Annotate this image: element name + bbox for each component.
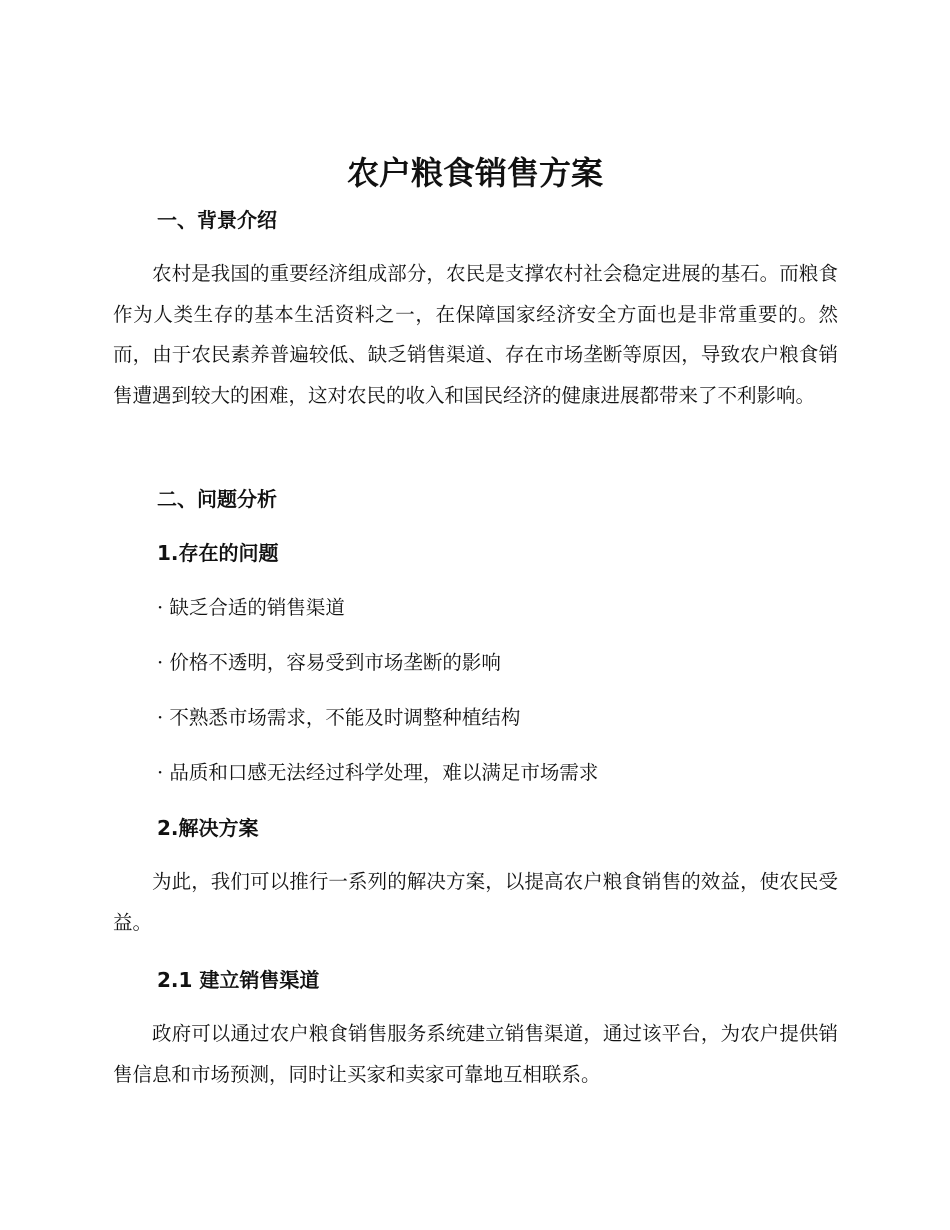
section-heading-analysis: 二、问题分析 bbox=[157, 487, 277, 511]
subheading-build-channels: 2.1 建立销售渠道 bbox=[157, 968, 320, 992]
problem-list-item: · 缺乏合适的销售渠道 bbox=[157, 596, 345, 619]
problem-list-item: · 价格不透明，容易受到市场垄断的影响 bbox=[157, 651, 501, 674]
problem-list-item: · 不熟悉市场需求，不能及时调整种植结构 bbox=[157, 706, 521, 729]
document-title: 农户粮食销售方案 bbox=[346, 154, 603, 192]
solutions-paragraph: 为此，我们可以推行一系列的解决方案，以提高农户粮食销售的效益，使农民受益。 bbox=[113, 870, 838, 934]
build-channels-paragraph: 政府可以通过农户粮食销售服务系统建立销售渠道，通过该平台，为农户提供销售信息和市场预测，同时让买家和卖家可靠地互相联系。 bbox=[113, 1022, 838, 1086]
subheading-solutions: 2.解决方案 bbox=[157, 816, 259, 840]
subheading-problems: 1.存在的问题 bbox=[157, 541, 279, 565]
problem-list-item: · 品质和口感无法经过科学处理，难以满足市场需求 bbox=[157, 761, 599, 784]
background-paragraph: 农村是我国的重要经济组成部分，农民是支撑农村社会稳定进展的基石。而粮食作为人类生存的基本生活资料之一，在保障国家经济安全方面也是非常重要的。然而，由于农民素养普遍较低、缺乏销售渠道、存在市场垄断等原因，导致农户粮食销售遭遇到较大的困难，这对农民的收入和国民经济的健康进展都带来了不利影响。 bbox=[113, 262, 838, 407]
section-heading-background: 一、背景介绍 bbox=[157, 208, 277, 232]
